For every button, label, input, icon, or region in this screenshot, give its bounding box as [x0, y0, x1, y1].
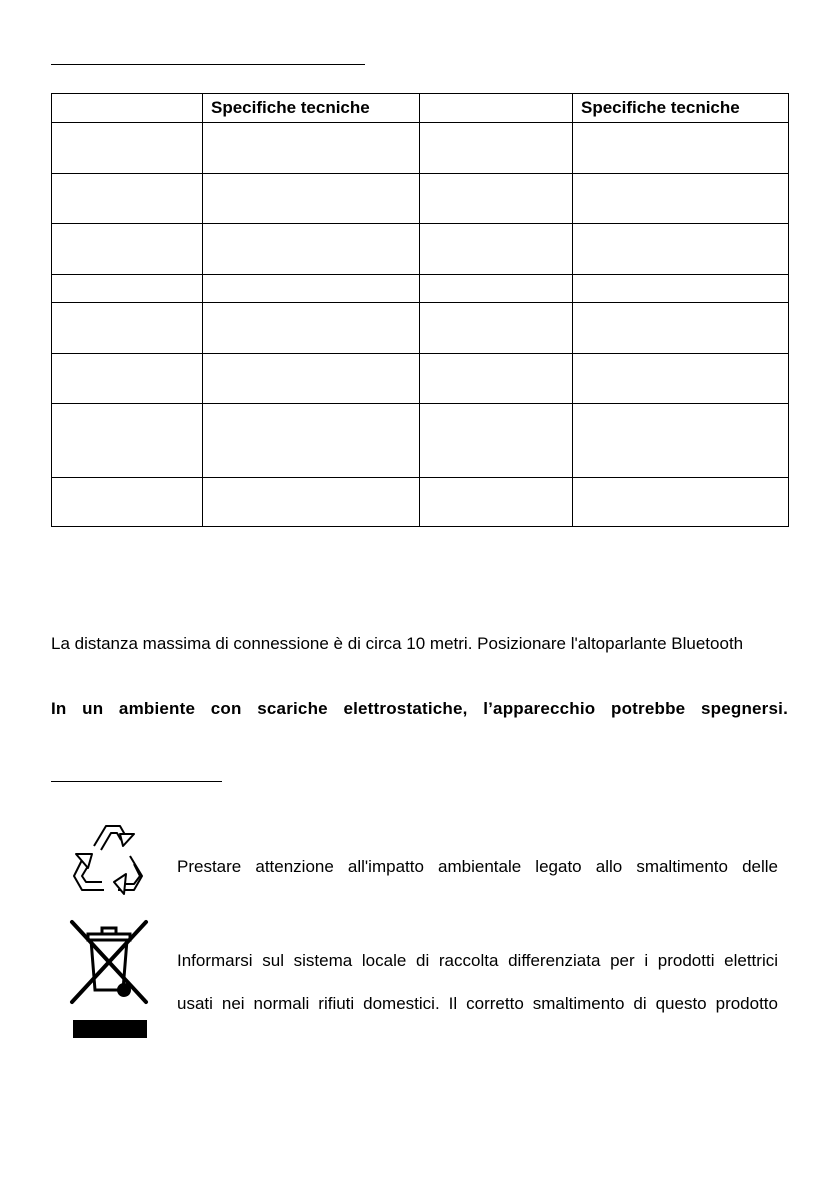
table-cell: [573, 303, 789, 354]
table-cell: [52, 478, 203, 527]
table-header-row: [52, 94, 789, 123]
table-row: [52, 224, 789, 275]
table-cell: [573, 123, 789, 174]
table-cell: [573, 224, 789, 275]
table-cell: [420, 275, 573, 303]
table-row: [52, 404, 789, 478]
table-cell: [420, 478, 573, 527]
black-bar: [73, 1020, 147, 1038]
esd-warning-text: In un ambiente con scariche elettrostatiche, l’apparecchio potrebbe spegnersi.: [51, 699, 788, 718]
table-cell: [573, 404, 789, 478]
table-header-cell: Specifiche tecniche: [573, 94, 789, 123]
table-cell: [420, 303, 573, 354]
table-cell: [203, 174, 420, 224]
table-cell: [203, 123, 420, 174]
table-cell: [573, 275, 789, 303]
table-cell: [203, 478, 420, 527]
crossed-out-bin-icon: [68, 918, 150, 1006]
table-cell: [420, 404, 573, 478]
table-cell: [203, 404, 420, 478]
section-heading-underline: [51, 781, 222, 782]
environment-text-line: usati nei normali rifiuti domestici. Il corretto smaltimento di questo prodotto: [177, 994, 778, 1013]
section-heading-underline: [51, 64, 365, 65]
specifications-table: [51, 93, 789, 527]
table-cell: [52, 123, 203, 174]
table-row: [52, 478, 789, 527]
table-row: [52, 275, 789, 303]
table-cell: [203, 275, 420, 303]
connection-distance-text: La distanza massima di connessione è di circa 10 metri. Posizionare l'altoparlante Bluetooth: [51, 634, 744, 653]
table-cell: [573, 354, 789, 404]
table-cell: [203, 303, 420, 354]
table-cell: [52, 404, 203, 478]
table-cell: [420, 174, 573, 224]
table-cell: [52, 303, 203, 354]
table-cell: [52, 174, 203, 224]
table-cell: [52, 275, 203, 303]
table-cell: [52, 224, 203, 275]
table-cell: [420, 224, 573, 275]
table-header-cell: [52, 94, 203, 123]
table-row: [52, 354, 789, 404]
table-cell: [573, 174, 789, 224]
table-cell: [420, 354, 573, 404]
table-header-cell: [420, 94, 573, 123]
recycle-icon: [68, 820, 148, 896]
environment-text-line: Informarsi sul sistema locale di raccolta differenziata per i prodotti elettrici: [177, 951, 778, 970]
table-cell: [573, 478, 789, 527]
table-cell: [203, 224, 420, 275]
table-row: [52, 123, 789, 174]
table-cell: [420, 123, 573, 174]
table-cell: [52, 354, 203, 404]
environment-text-line: Prestare attenzione all'impatto ambientale legato allo smaltimento delle: [177, 857, 778, 876]
table-row: [52, 174, 789, 224]
table-row: [52, 303, 789, 354]
table-header-cell: Specifiche tecniche: [203, 94, 420, 123]
table-cell: [203, 354, 420, 404]
